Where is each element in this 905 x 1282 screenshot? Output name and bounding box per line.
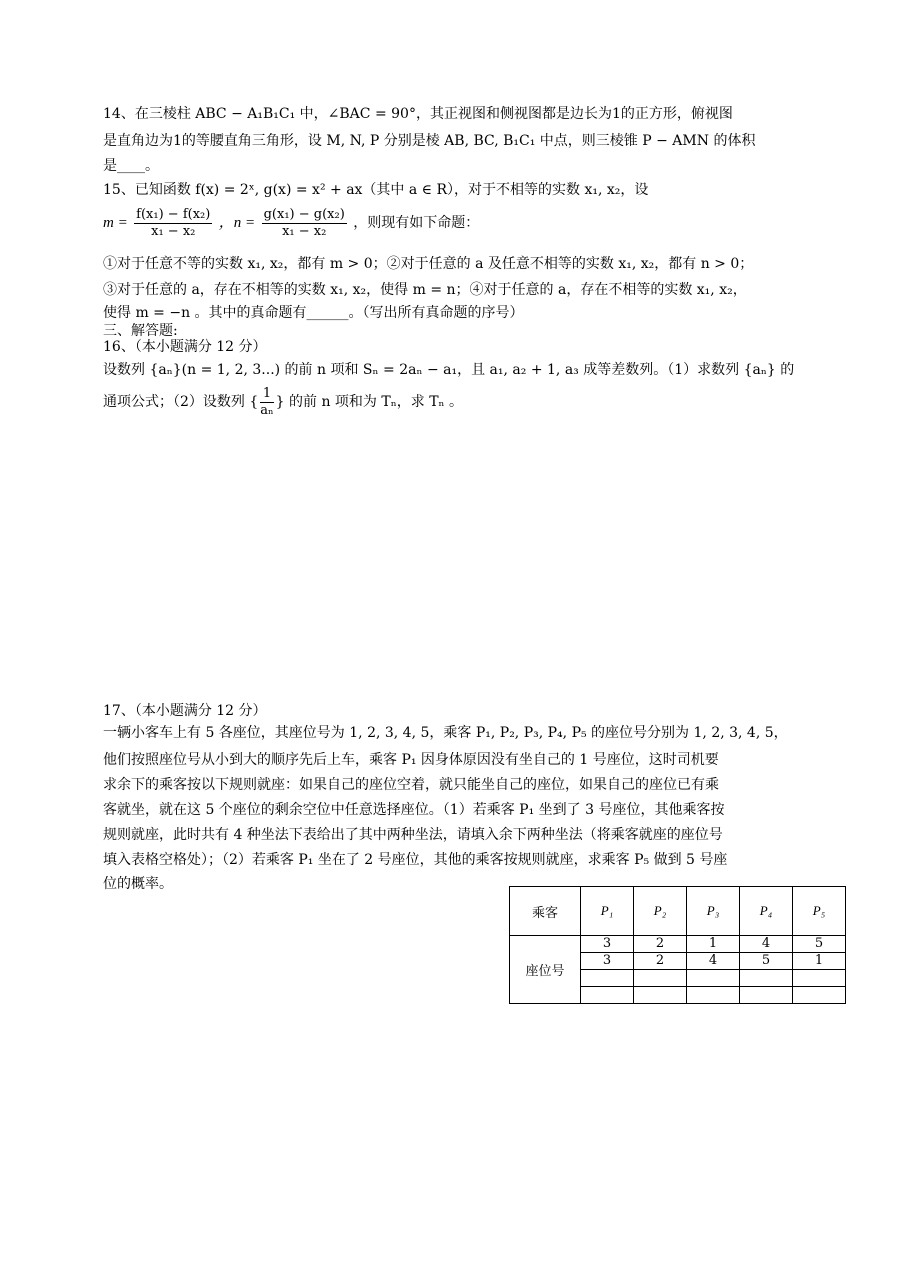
n-prefix: ，n =: [218, 215, 256, 231]
table-cell: 1: [793, 953, 846, 970]
q17-line-1: 一辆小客车上有 5 各座位，其座位号为 1, 2, 3, 4, 5，乘客 P₁, P₂, P₃, P₄, P₅ 的座位号分别为 1, 2, 3, 4, 5，: [103, 725, 788, 741]
passenger-p5: P₅: [793, 887, 846, 936]
table-cell: 2: [634, 936, 687, 953]
m-numerator: f(x₁) − f(x₂): [136, 206, 211, 222]
table-cell: 2: [634, 953, 687, 970]
table-cell: 5: [793, 936, 846, 953]
table-cell: 5: [740, 953, 793, 970]
passenger-p4: P₄: [740, 887, 793, 936]
passenger-p3: P₃: [687, 887, 740, 936]
table-cell: 3: [581, 936, 634, 953]
q16-line-2: [103, 385, 463, 419]
q17-line-3: 求余下的乘客按以下规则就座：如果自己的座位空着，就只能坐自己的座位，如果自己的座位已有乘: [103, 777, 719, 793]
blank-cell: [740, 987, 793, 1004]
q15-line-2-tail: ，则现有如下命题：: [353, 215, 480, 231]
q15-line-5: 使得 m = −n 。其中的真命题有______。（写出所有真命题的序号）: [103, 305, 524, 321]
blank-cell: [634, 970, 687, 987]
q17-line-6: 填入表格空格处）；（2）若乘客 P₁ 坐在了 2 号座位，其他的乘客按规则就座，求乘客 P₅ 做到 5 号座: [103, 852, 728, 868]
section-heading: 三、解答题:: [103, 323, 178, 339]
n-fraction: [262, 207, 347, 240]
m-fraction: [134, 207, 212, 240]
passenger-p1: P₁: [581, 887, 634, 936]
fraction-denominator: aₙ: [260, 402, 274, 418]
blank-cell: [687, 970, 740, 987]
q15-line-3: ①对于任意不等的实数 x₁, x₂，都有 m > 0；②对于任意的 a 及任意不相等的实数 x₁, x₂，都有 n > 0；: [103, 256, 754, 272]
passenger-header-cell: 乘客: [510, 887, 581, 936]
q17-line-5: 规则就座，此时共有 4 种坐法下表给出了其中两种坐法，请填入余下两种坐法（将乘客就座的座位号: [103, 827, 723, 843]
table-header-row: [510, 887, 846, 936]
q17-header: 17、（本小题满分 12 分）: [103, 703, 267, 719]
table-row: [510, 936, 846, 953]
blank-cell: [581, 987, 634, 1004]
blank-cell: [581, 970, 634, 987]
blank-cell: [793, 987, 846, 1004]
blank-cell: [793, 970, 846, 987]
seat-number-label: 座位号: [510, 936, 581, 1004]
seat-table: [509, 886, 846, 1004]
n-denominator: x₁ − x₂: [282, 223, 327, 239]
q16-line-1: 设数列 {aₙ}(n = 1, 2, 3...) 的前 n 项和 Sₙ = 2aₙ − a₁，且 a₁, a₂ + 1, a₃ 成等差数列。（1）求数列 {aₙ} 的: [103, 362, 795, 378]
q17-line-4: 客就坐，就在这 5 个座位的剩余空位中任意选择座位。（1）若乘客 P₁ 坐到了 3 号座位，其他乘客按: [103, 802, 725, 818]
table-cell: 4: [687, 953, 740, 970]
q15-line-2: [103, 206, 479, 240]
blank-cell: [740, 970, 793, 987]
passenger-p2: P₂: [634, 887, 687, 936]
blank-cell: [687, 987, 740, 1004]
m-prefix: m =: [103, 215, 128, 231]
q15-line-1: 15、已知函数 f(x) = 2ˣ, g(x) = x² + ax（其中 a ∈ R），对于不相等的实数 x₁, x₂，设: [103, 182, 649, 198]
blank-cell: [634, 987, 687, 1004]
table-cell: 1: [687, 936, 740, 953]
q17-line-2: 他们按照座位号从小到大的顺序先后上车，乘客 P₁ 因身体原因没有坐自己的 1 号座位，这时司机要: [103, 752, 719, 768]
q16-header: 16、（本小题满分 12 分）: [103, 339, 267, 355]
q16-line-2-prefix: 通项公式；（2）设数列 {: [103, 394, 259, 410]
reciprocal-fraction: [260, 386, 273, 419]
m-denominator: x₁ − x₂: [151, 223, 196, 239]
fraction-numerator: 1: [260, 386, 273, 403]
q16-line-2-suffix: } 的前 n 项和为 Tₙ，求 Tₙ 。: [275, 394, 464, 410]
table-cell: 4: [740, 936, 793, 953]
q14-line-1: 14、在三棱柱 ABC − A₁B₁C₁ 中，∠BAC = 90°，其正视图和侧视图都是边长为1的正方形，俯视图: [103, 106, 733, 122]
q14-line-2: 是直角边为1的等腰直角三角形，设 M, N, P 分别是棱 AB, BC, B₁C₁ 中点，则三棱锥 P − AMN 的体积: [103, 133, 756, 149]
q15-line-4: ③对于任意的 a，存在不相等的实数 x₁, x₂，使得 m = n；④对于任意的 a，存在不相等的实数 x₁, x₂，: [103, 282, 747, 298]
n-numerator: g(x₁) − g(x₂): [263, 206, 345, 222]
q14-line-3: 是____。: [103, 158, 159, 174]
table-cell: 3: [581, 953, 634, 970]
q17-line-7: 位的概率。: [103, 876, 173, 892]
